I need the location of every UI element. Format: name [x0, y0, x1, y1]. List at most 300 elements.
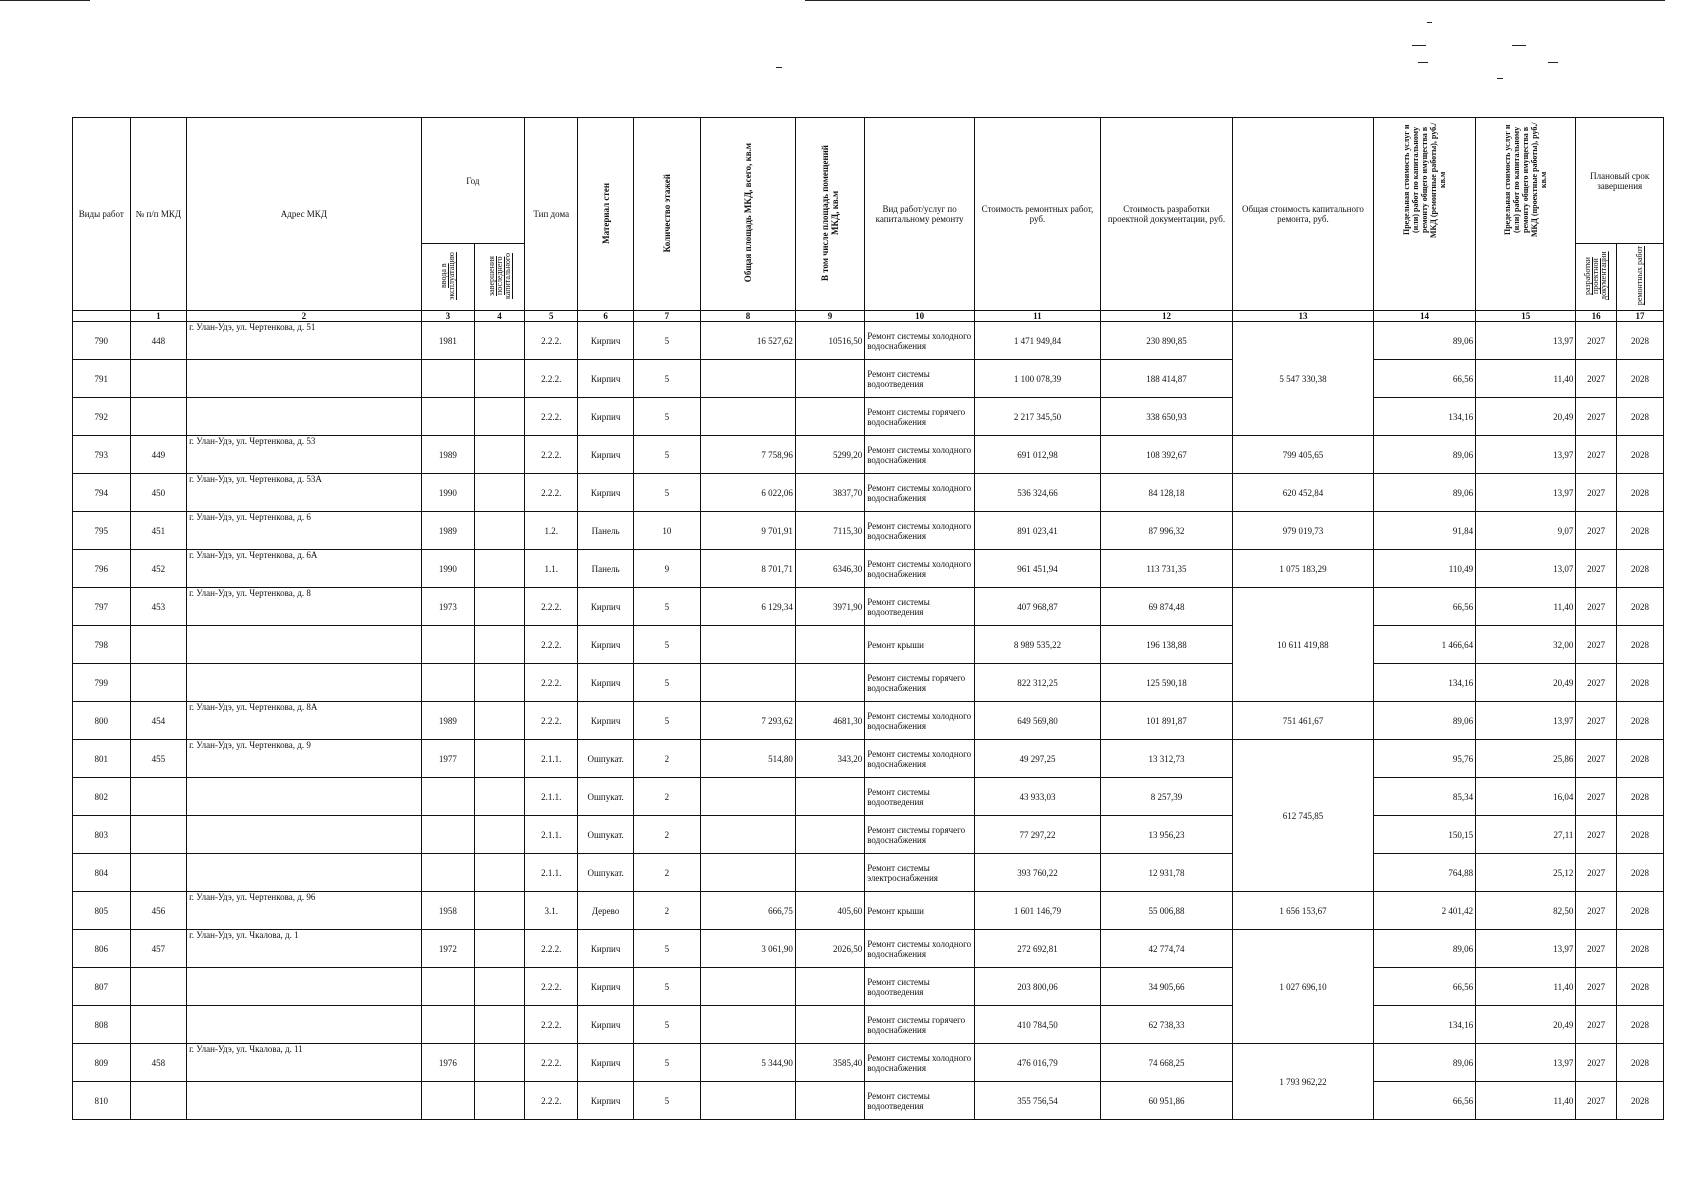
table-row — [73, 512, 1664, 550]
table-row — [73, 436, 1664, 474]
house-type-cell: 2.1.1. — [525, 778, 578, 816]
total-area-cell — [701, 1006, 796, 1044]
total-cost-cell: 1 075 183,29 — [1233, 550, 1374, 588]
house-type-cell: 2.2.2. — [525, 1006, 578, 1044]
design-cost-cell: 230 890,85 — [1100, 322, 1232, 360]
premises-area-cell: 7115,30 — [795, 512, 864, 550]
repair-cost-cell: 822 312,25 — [975, 664, 1101, 702]
header-pred-stoim-rabot-text: Предельная стоимость услуг и (или) работ по капитальному ремонту общего имущества в МКД (ремонтные работы), руб./кв.м — [1401, 122, 1447, 238]
repair-cost-cell: 77 297,22 — [975, 816, 1101, 854]
design-cost-cell: 84 128,18 — [1100, 474, 1232, 512]
repair-cost-cell: 272 692,81 — [975, 930, 1101, 968]
year-built-cell — [421, 778, 474, 816]
table-row — [73, 702, 1664, 740]
deadline-repair-cell: 2028 — [1616, 398, 1663, 436]
year-built-cell: 1981 — [421, 322, 474, 360]
capital-repair-table — [72, 117, 1664, 1120]
column-index-cell: 4 — [474, 311, 524, 322]
premises-area-cell — [795, 1082, 864, 1120]
year-last-repair-cell — [474, 436, 524, 474]
wall-material-cell: Кирпич — [578, 930, 633, 968]
limit-cost-design-cell: 32,00 — [1476, 626, 1576, 664]
house-type-cell: 2.1.1. — [525, 740, 578, 778]
address-cell: г. Улан-Удэ, ул. Чкалова, д. 11 — [187, 1044, 422, 1082]
mkd-number-cell: 448 — [130, 322, 187, 360]
deadline-repair-cell: 2028 — [1616, 854, 1663, 892]
total-area-cell: 16 527,62 — [701, 322, 796, 360]
header-tip-doma: Тип дома — [525, 118, 578, 311]
table-row — [73, 664, 1664, 702]
house-type-cell: 2.2.2. — [525, 1082, 578, 1120]
year-last-repair-cell — [474, 930, 524, 968]
limit-cost-repair-cell: 134,16 — [1373, 664, 1475, 702]
row-number-cell: 796 — [73, 550, 131, 588]
total-area-cell: 6 129,34 — [701, 588, 796, 626]
column-index-cell: 5 — [525, 311, 578, 322]
repair-cost-cell: 961 451,94 — [975, 550, 1101, 588]
header-pred-stoim-rabot — [1373, 118, 1475, 311]
header-srok-pd — [1576, 244, 1617, 311]
year-last-repair-cell — [474, 892, 524, 930]
work-type-text: Ремонт системы горячего водоснабжения — [867, 406, 966, 427]
floors-cell: 5 — [633, 626, 700, 664]
wall-material-cell: Кирпич — [578, 1044, 633, 1082]
row-number-cell: 794 — [73, 474, 131, 512]
design-cost-cell: 87 996,32 — [1100, 512, 1232, 550]
year-built-cell — [421, 360, 474, 398]
wall-material-cell: Кирпич — [578, 398, 633, 436]
total-area-cell: 7 758,96 — [701, 436, 796, 474]
year-last-repair-cell — [474, 816, 524, 854]
mkd-number-cell — [130, 816, 187, 854]
deadline-design-cell: 2027 — [1576, 702, 1617, 740]
year-last-repair-cell — [474, 512, 524, 550]
wall-material-cell: Кирпич — [578, 360, 633, 398]
house-type-cell: 2.2.2. — [525, 702, 578, 740]
premises-area-cell: 405,60 — [795, 892, 864, 930]
total-area-cell: 5 344,90 — [701, 1044, 796, 1082]
year-built-cell — [421, 664, 474, 702]
total-area-cell — [701, 664, 796, 702]
total-cost-cell: 979 019,73 — [1233, 512, 1374, 550]
column-index-cell: 3 — [421, 311, 474, 322]
year-built-cell: 1990 — [421, 550, 474, 588]
deadline-design-cell: 2027 — [1576, 1044, 1617, 1082]
work-type-cell — [865, 398, 975, 436]
deadline-repair-cell: 2028 — [1616, 474, 1663, 512]
house-type-cell: 2.2.2. — [525, 626, 578, 664]
scan-artifact-dash — [776, 67, 782, 68]
year-built-cell: 1977 — [421, 740, 474, 778]
deadline-repair-cell: 2028 — [1616, 892, 1663, 930]
mkd-number-cell — [130, 626, 187, 664]
premises-area-cell — [795, 854, 864, 892]
column-index-cell: 7 — [633, 311, 700, 322]
mkd-number-cell: 450 — [130, 474, 187, 512]
table-row — [73, 474, 1664, 512]
table-body — [73, 311, 1664, 1120]
work-type-text: Ремонт системы водоотведения — [867, 596, 930, 617]
mkd-number-cell: 455 — [130, 740, 187, 778]
column-index-cell: 6 — [578, 311, 633, 322]
house-type-cell: 2.2.2. — [525, 436, 578, 474]
table-header — [73, 118, 1664, 311]
year-last-repair-cell — [474, 740, 524, 778]
premises-area-cell: 3837,70 — [795, 474, 864, 512]
deadline-design-cell: 2027 — [1576, 930, 1617, 968]
header-god-remonta-text: завершения последнего капитального — [486, 253, 512, 299]
header-srok-rabot-text: ремонтных работ — [1634, 246, 1644, 306]
premises-area-cell: 2026,50 — [795, 930, 864, 968]
limit-cost-design-cell: 13,97 — [1476, 436, 1576, 474]
total-area-cell: 8 701,71 — [701, 550, 796, 588]
limit-cost-design-cell: 11,40 — [1476, 1082, 1576, 1120]
limit-cost-repair-cell: 89,06 — [1373, 1044, 1475, 1082]
total-area-cell: 514,80 — [701, 740, 796, 778]
header-adres: Адрес МКД — [187, 118, 422, 311]
repair-cost-cell: 1 601 146,79 — [975, 892, 1101, 930]
limit-cost-repair-cell: 89,06 — [1373, 702, 1475, 740]
floors-cell: 5 — [633, 1044, 700, 1082]
premises-area-cell — [795, 664, 864, 702]
deadline-design-cell: 2027 — [1576, 1006, 1617, 1044]
limit-cost-repair-cell: 85,34 — [1373, 778, 1475, 816]
header-stoimost-pd: Стоимость разработки проектной документации, руб. — [1100, 118, 1232, 311]
limit-cost-design-cell: 16,04 — [1476, 778, 1576, 816]
column-index-cell: 9 — [795, 311, 864, 322]
work-type-text: Ремонт системы водоотведения — [867, 786, 930, 807]
address-cell: г. Улан-Удэ, ул. Чертенкова, д. 53 — [187, 436, 422, 474]
limit-cost-repair-cell: 66,56 — [1373, 588, 1475, 626]
mkd-number-cell — [130, 1006, 187, 1044]
address-cell: г. Улан-Удэ, ул. Чертенкова, д. 9 — [187, 740, 422, 778]
repair-cost-cell: 536 324,66 — [975, 474, 1101, 512]
repair-cost-cell: 410 784,50 — [975, 1006, 1101, 1044]
year-last-repair-cell — [474, 360, 524, 398]
year-last-repair-cell — [474, 854, 524, 892]
repair-cost-cell: 2 217 345,50 — [975, 398, 1101, 436]
deadline-design-cell: 2027 — [1576, 626, 1617, 664]
table-row — [73, 968, 1664, 1006]
mkd-number-cell: 449 — [130, 436, 187, 474]
limit-cost-design-cell: 27,11 — [1476, 816, 1576, 854]
mkd-number-cell — [130, 664, 187, 702]
repair-cost-cell: 393 760,22 — [975, 854, 1101, 892]
work-type-cell — [865, 664, 975, 702]
limit-cost-design-cell: 11,40 — [1476, 968, 1576, 1006]
header-god-remonta — [474, 244, 524, 311]
mkd-number-cell: 458 — [130, 1044, 187, 1082]
limit-cost-design-cell: 11,40 — [1476, 360, 1576, 398]
deadline-repair-cell: 2028 — [1616, 930, 1663, 968]
table-row — [73, 1006, 1664, 1044]
header-ploshad-pomesh-text: В том числе площадь помещений МКД, кв.м — [820, 145, 841, 281]
deadline-design-cell: 2027 — [1576, 550, 1617, 588]
year-last-repair-cell — [474, 1044, 524, 1082]
design-cost-cell: 113 731,35 — [1100, 550, 1232, 588]
limit-cost-design-cell: 13,97 — [1476, 930, 1576, 968]
year-built-cell: 1976 — [421, 1044, 474, 1082]
repair-cost-cell: 8 989 535,22 — [975, 626, 1101, 664]
year-built-cell — [421, 626, 474, 664]
total-cost-cell: 612 745,85 — [1233, 740, 1374, 892]
year-last-repair-cell — [474, 778, 524, 816]
house-type-cell: 2.2.2. — [525, 398, 578, 436]
work-type-cell — [865, 1082, 975, 1120]
work-type-text: Ремонт системы холодного водоснабжения — [867, 558, 972, 579]
wall-material-cell: Кирпич — [578, 322, 633, 360]
wall-material-cell: Кирпич — [578, 1082, 633, 1120]
repair-cost-cell: 43 933,03 — [975, 778, 1101, 816]
address-cell: г. Улан-Удэ, ул. Чкалова, д. 1 — [187, 930, 422, 968]
row-number-cell: 808 — [73, 1006, 131, 1044]
year-built-cell: 1990 — [421, 474, 474, 512]
row-number-cell: 795 — [73, 512, 131, 550]
wall-material-cell: Дерево — [578, 892, 633, 930]
mkd-number-cell: 454 — [130, 702, 187, 740]
limit-cost-design-cell: 13,07 — [1476, 550, 1576, 588]
mkd-number-cell: 452 — [130, 550, 187, 588]
wall-material-cell: Ошпукат. — [578, 740, 633, 778]
wall-material-cell: Панель — [578, 512, 633, 550]
year-built-cell: 1989 — [421, 436, 474, 474]
total-cost-cell: 751 461,67 — [1233, 702, 1374, 740]
floors-cell: 2 — [633, 816, 700, 854]
year-last-repair-cell — [474, 474, 524, 512]
year-last-repair-cell — [474, 1082, 524, 1120]
work-type-cell — [865, 1044, 975, 1082]
row-number-cell: 809 — [73, 1044, 131, 1082]
header-etazhi-text: Количество этажей — [661, 173, 672, 253]
limit-cost-repair-cell: 134,16 — [1373, 1006, 1475, 1044]
work-type-text: Ремонт системы горячего водоснабжения — [867, 672, 966, 693]
table-row — [73, 1044, 1664, 1082]
year-last-repair-cell — [474, 398, 524, 436]
deadline-design-cell: 2027 — [1576, 398, 1617, 436]
total-cost-cell: 10 611 419,88 — [1233, 588, 1374, 702]
deadline-design-cell: 2027 — [1576, 816, 1617, 854]
work-type-cell — [865, 778, 975, 816]
header-nomer-mkd: № п/п МКД — [130, 118, 187, 311]
row-number-cell: 800 — [73, 702, 131, 740]
floors-cell: 5 — [633, 588, 700, 626]
mkd-number-cell — [130, 1082, 187, 1120]
address-cell: г. Улан-Удэ, ул. Чертенкова, д. 6А — [187, 550, 422, 588]
header-stoimost-rabot: Стоимость ремонтных работ, руб. — [975, 118, 1101, 311]
limit-cost-repair-cell: 764,88 — [1373, 854, 1475, 892]
limit-cost-design-cell: 13,97 — [1476, 474, 1576, 512]
work-type-text: Ремонт системы водоотведения — [867, 368, 930, 389]
deadline-repair-cell: 2028 — [1616, 588, 1663, 626]
mkd-number-cell — [130, 398, 187, 436]
work-type-text: Ремонт крыши — [867, 905, 924, 916]
work-type-cell — [865, 740, 975, 778]
year-built-cell — [421, 1082, 474, 1120]
work-type-cell — [865, 930, 975, 968]
work-type-text: Ремонт системы водоотведения — [867, 1090, 930, 1111]
table-row — [73, 588, 1664, 626]
column-index-cell: 12 — [1100, 311, 1232, 322]
design-cost-cell: 101 891,87 — [1100, 702, 1232, 740]
mkd-number-cell: 456 — [130, 892, 187, 930]
header-vid-rabot-uslug: Вид работ/услуг по капитальному ремонту — [865, 118, 975, 311]
repair-cost-cell: 1 100 078,39 — [975, 360, 1101, 398]
design-cost-cell: 62 738,33 — [1100, 1006, 1232, 1044]
header-obshaya-stoimost: Общая стоимость капитального ремонта, руб. — [1233, 118, 1374, 311]
total-area-cell: 3 061,90 — [701, 930, 796, 968]
deadline-design-cell: 2027 — [1576, 436, 1617, 474]
year-last-repair-cell — [474, 550, 524, 588]
work-type-text: Ремонт системы горячего водоснабжения — [867, 824, 966, 845]
premises-area-cell — [795, 778, 864, 816]
year-last-repair-cell — [474, 322, 524, 360]
floors-cell: 5 — [633, 930, 700, 968]
floors-cell: 5 — [633, 474, 700, 512]
house-type-cell: 3.1. — [525, 892, 578, 930]
floors-cell: 2 — [633, 740, 700, 778]
column-index-cell: 16 — [1576, 311, 1617, 322]
header-ploshad-obshaya-text: Общая площадь МКД, всего, кв.м — [742, 143, 753, 283]
deadline-repair-cell: 2028 — [1616, 550, 1663, 588]
repair-cost-cell: 476 016,79 — [975, 1044, 1101, 1082]
total-area-cell — [701, 398, 796, 436]
wall-material-cell: Кирпич — [578, 702, 633, 740]
column-index-cell: 11 — [975, 311, 1101, 322]
work-type-cell — [865, 360, 975, 398]
limit-cost-design-cell: 25,86 — [1476, 740, 1576, 778]
column-index-cell: 8 — [701, 311, 796, 322]
work-type-text: Ремонт крыши — [867, 639, 924, 650]
address-cell — [187, 664, 422, 702]
floors-cell: 5 — [633, 664, 700, 702]
work-type-cell — [865, 892, 975, 930]
house-type-cell: 2.2.2. — [525, 588, 578, 626]
row-number-cell: 807 — [73, 968, 131, 1006]
deadline-repair-cell: 2028 — [1616, 1006, 1663, 1044]
wall-material-cell: Кирпич — [578, 664, 633, 702]
address-cell: г. Улан-Удэ, ул. Чертенкова, д. 53А — [187, 474, 422, 512]
deadline-repair-cell: 2028 — [1616, 740, 1663, 778]
limit-cost-repair-cell: 95,76 — [1373, 740, 1475, 778]
deadline-repair-cell: 2028 — [1616, 322, 1663, 360]
address-cell: г. Улан-Удэ, ул. Чертенкова, д. 6 — [187, 512, 422, 550]
address-cell — [187, 968, 422, 1006]
floors-cell: 5 — [633, 436, 700, 474]
header-etazhi — [633, 118, 700, 311]
work-type-cell — [865, 322, 975, 360]
premises-area-cell: 343,20 — [795, 740, 864, 778]
repair-cost-cell: 691 012,98 — [975, 436, 1101, 474]
floors-cell: 5 — [633, 1006, 700, 1044]
column-index-cell: 17 — [1616, 311, 1663, 322]
mkd-number-cell: 457 — [130, 930, 187, 968]
year-last-repair-cell — [474, 702, 524, 740]
address-cell — [187, 854, 422, 892]
year-last-repair-cell — [474, 626, 524, 664]
limit-cost-repair-cell: 1 466,64 — [1373, 626, 1475, 664]
deadline-design-cell: 2027 — [1576, 664, 1617, 702]
column-index-cell: 1 — [130, 311, 187, 322]
year-last-repair-cell — [474, 588, 524, 626]
total-area-cell — [701, 626, 796, 664]
table-row — [73, 816, 1664, 854]
total-cost-cell: 5 547 330,38 — [1233, 322, 1374, 436]
total-cost-cell: 1 793 962,22 — [1233, 1044, 1374, 1120]
premises-area-cell — [795, 360, 864, 398]
scan-artifact-dash — [1412, 45, 1426, 46]
wall-material-cell: Кирпич — [578, 588, 633, 626]
deadline-design-cell: 2027 — [1576, 854, 1617, 892]
wall-material-cell: Ошпукат. — [578, 816, 633, 854]
scan-artifact-dash — [1418, 62, 1428, 63]
address-cell — [187, 626, 422, 664]
deadline-design-cell: 2027 — [1576, 892, 1617, 930]
year-built-cell — [421, 816, 474, 854]
work-type-text: Ремонт системы холодного водоснабжения — [867, 520, 972, 541]
house-type-cell: 2.2.2. — [525, 322, 578, 360]
table-row — [73, 930, 1664, 968]
wall-material-cell: Ошпукат. — [578, 778, 633, 816]
work-type-cell — [865, 968, 975, 1006]
header-material — [578, 118, 633, 311]
design-cost-cell: 74 668,25 — [1100, 1044, 1232, 1082]
design-cost-cell: 125 590,18 — [1100, 664, 1232, 702]
repair-cost-cell: 1 471 949,84 — [975, 322, 1101, 360]
design-cost-cell: 69 874,48 — [1100, 588, 1232, 626]
mkd-number-cell: 453 — [130, 588, 187, 626]
house-type-cell: 2.2.2. — [525, 474, 578, 512]
table-row — [73, 398, 1664, 436]
limit-cost-design-cell: 20,49 — [1476, 1006, 1576, 1044]
table-row — [73, 626, 1664, 664]
deadline-repair-cell: 2028 — [1616, 1044, 1663, 1082]
address-cell — [187, 360, 422, 398]
limit-cost-design-cell: 11,40 — [1476, 588, 1576, 626]
column-index-cell: 13 — [1233, 311, 1374, 322]
address-cell: г. Улан-Удэ, ул. Чертенкова, д. 96 — [187, 892, 422, 930]
address-cell — [187, 398, 422, 436]
scan-artifact-dash — [1427, 22, 1432, 23]
year-last-repair-cell — [474, 968, 524, 1006]
table-row — [73, 550, 1664, 588]
row-number-cell: 791 — [73, 360, 131, 398]
premises-area-cell: 4681,30 — [795, 702, 864, 740]
house-type-cell: 2.2.2. — [525, 664, 578, 702]
header-ploshad-pomesh — [795, 118, 864, 311]
total-cost-cell: 1 656 153,67 — [1233, 892, 1374, 930]
limit-cost-design-cell: 20,49 — [1476, 664, 1576, 702]
year-built-cell: 1973 — [421, 588, 474, 626]
header-material-text: Материал стен — [600, 182, 611, 244]
total-area-cell: 6 022,06 — [701, 474, 796, 512]
scan-artifact-dash — [1512, 45, 1526, 46]
table-row — [73, 1082, 1664, 1120]
mkd-number-cell — [130, 778, 187, 816]
work-type-text: Ремонт системы холодного водоснабжения — [867, 710, 972, 731]
limit-cost-design-cell: 82,50 — [1476, 892, 1576, 930]
work-type-cell — [865, 512, 975, 550]
total-area-cell — [701, 816, 796, 854]
header-srok-pd-text: разработки проектной документации — [1583, 251, 1609, 301]
mkd-number-cell — [130, 360, 187, 398]
house-type-cell: 2.2.2. — [525, 968, 578, 1006]
limit-cost-design-cell: 13,97 — [1476, 1044, 1576, 1082]
row-number-cell: 803 — [73, 816, 131, 854]
address-cell — [187, 778, 422, 816]
header-pred-stoim-pd-text: Предельная стоимость услуг и (или) работ по капитальному ремонту общего имущества в МКД (проектные работы), руб./кв.м — [1503, 122, 1549, 238]
work-type-text: Ремонт системы горячего водоснабжения — [867, 1014, 966, 1035]
row-number-cell: 792 — [73, 398, 131, 436]
